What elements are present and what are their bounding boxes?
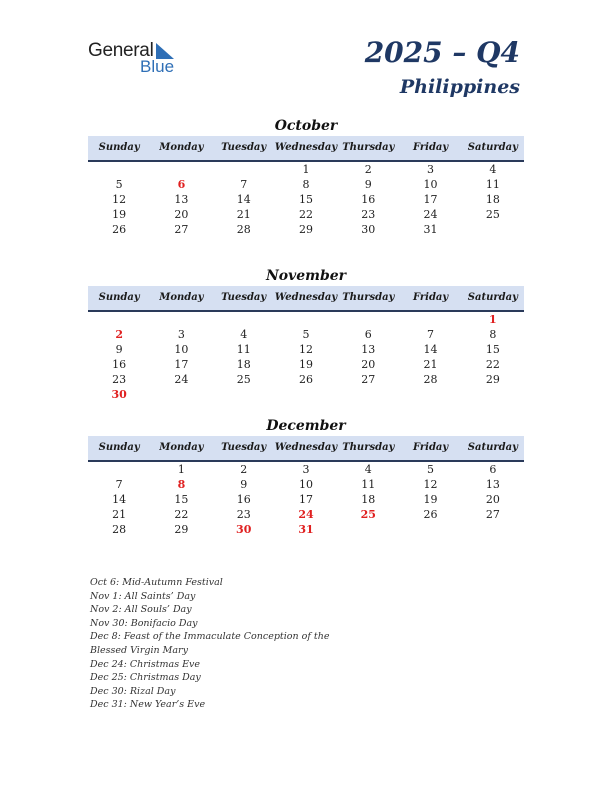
weekday-label: Monday [159,442,204,453]
weekday-header [88,436,524,462]
week-row [88,162,524,177]
day-cell: 13 [174,193,189,206]
empty-day-cell [337,522,399,537]
week-row [88,477,524,492]
day-cell: 29 [174,523,189,536]
day-cell: 24 [174,373,189,386]
day-cell: 2 [240,463,248,476]
day-cell: 3 [427,163,435,176]
month-grid [88,312,524,402]
day-cell: 16 [236,493,251,506]
brand-logo [88,40,188,76]
weekday-label: Thursday [342,142,395,153]
weekday-label: Saturday [467,442,518,453]
day-cell: 16 [112,358,127,371]
brand-name-blue: Blue [140,57,175,76]
holiday-note: Dec 8: Feast of the Immaculate Conception of the [90,631,330,643]
day-cell: 5 [115,178,123,191]
weekday-label: Monday [159,292,204,303]
holiday-notes [90,576,329,712]
day-cell: 9 [364,178,372,191]
empty-day-cell [462,387,524,402]
day-cell: 27 [361,373,376,386]
day-cell: 11 [485,178,500,191]
day-cell: 1 [489,313,497,326]
holiday-note: Nov 1: All Saints’ Day [90,590,196,602]
month-grid [88,162,524,237]
day-cell: 2 [115,328,123,341]
week-row [88,387,524,402]
weekday-label: Sunday [98,142,140,153]
day-cell: 19 [423,493,438,506]
day-cell: 23 [236,508,251,521]
weekday-label: Friday [412,142,449,153]
empty-day-cell [213,312,275,327]
day-cell: 29 [298,223,313,236]
empty-day-cell [150,387,212,402]
day-cell: 20 [361,358,376,371]
month-title: October [274,118,338,134]
weekday-label: Friday [412,442,449,453]
day-cell: 17 [423,193,438,206]
day-cell: 23 [112,373,127,386]
month-grid [88,462,524,537]
day-cell: 22 [485,358,500,371]
day-cell: 26 [298,373,313,386]
holiday-note: Nov 30: Bonifacio Day [90,617,198,629]
empty-day-cell [88,462,150,477]
day-cell: 25 [360,508,376,521]
day-cell: 7 [240,178,248,191]
day-cell: 30 [111,388,127,401]
holiday-note: Dec 25: Christmas Day [90,672,201,684]
week-row [88,492,524,507]
day-cell: 8 [489,328,497,341]
day-cell: 26 [112,223,127,236]
day-cell: 28 [236,223,251,236]
holiday-note: Oct 6: Mid-Autumn Festival [90,577,223,588]
empty-day-cell [150,312,212,327]
week-row [88,342,524,357]
week-row [88,177,524,192]
empty-day-cell [399,522,461,537]
empty-day-cell [399,387,461,402]
day-cell: 10 [174,343,189,356]
day-cell: 4 [240,328,248,341]
day-cell: 9 [240,478,248,491]
weekday-label: Wednesday [274,442,338,453]
day-cell: 21 [112,508,127,521]
day-cell: 14 [112,493,127,506]
empty-day-cell [150,162,212,177]
day-cell: 7 [115,478,123,491]
day-cell: 6 [177,178,186,191]
day-cell: 15 [485,343,500,356]
day-cell: 25 [236,373,251,386]
page-subtitle: Philippines [399,76,520,98]
day-cell: 24 [423,208,438,221]
day-cell: 20 [174,208,189,221]
empty-day-cell [337,387,399,402]
weekday-header [88,286,524,312]
empty-day-cell [462,522,524,537]
holiday-note: Dec 31: New Year’s Eve [90,699,206,711]
day-cell: 18 [485,193,500,206]
day-cell: 21 [423,358,438,371]
day-cell: 27 [174,223,189,236]
day-cell: 17 [298,493,313,506]
day-cell: 28 [423,373,438,386]
week-row [88,357,524,372]
month-october [88,116,524,237]
weekday-label: Tuesday [221,292,267,303]
month-title: December [266,418,346,434]
day-cell: 31 [423,223,438,236]
holiday-note: Nov 2: All Souls’ Day [90,604,192,616]
day-cell: 13 [485,478,500,491]
day-cell: 24 [298,508,314,521]
day-cell: 22 [174,508,189,521]
day-cell: 1 [177,463,185,476]
day-cell: 6 [364,328,372,341]
day-cell: 15 [174,493,189,506]
day-cell: 8 [177,478,186,491]
weekday-label: Wednesday [274,292,338,303]
day-cell: 20 [485,493,500,506]
day-cell: 6 [489,463,497,476]
day-cell: 3 [302,463,310,476]
day-cell: 10 [423,178,438,191]
week-row [88,222,524,237]
day-cell: 23 [361,208,376,221]
day-cell: 2 [364,163,372,176]
day-cell: 30 [236,523,252,536]
day-cell: 31 [298,523,314,536]
empty-day-cell [337,312,399,327]
week-row [88,462,524,477]
empty-day-cell [213,162,275,177]
day-cell: 29 [485,373,500,386]
month-december [88,416,524,537]
day-cell: 10 [298,478,313,491]
holiday-note: Dec 24: Christmas Eve [90,658,201,670]
day-cell: 12 [112,193,127,206]
weekday-label: Thursday [342,292,395,303]
empty-day-cell [213,387,275,402]
week-row [88,327,524,342]
empty-day-cell [88,312,150,327]
day-cell: 8 [302,178,310,191]
day-cell: 28 [112,523,127,536]
day-cell: 18 [236,358,251,371]
day-cell: 4 [364,463,372,476]
weekday-header [88,136,524,162]
day-cell: 3 [177,328,185,341]
day-cell: 19 [112,208,127,221]
holiday-note: Blessed Virgin Mary [90,644,188,656]
week-row [88,522,524,537]
day-cell: 1 [302,163,310,176]
day-cell: 14 [423,343,438,356]
day-cell: 12 [423,478,438,491]
weekday-label: Tuesday [221,142,267,153]
weekday-label: Saturday [467,292,518,303]
day-cell: 22 [298,208,313,221]
day-cell: 26 [423,508,438,521]
day-cell: 5 [427,463,435,476]
day-cell: 9 [115,343,123,356]
day-cell: 11 [361,478,376,491]
day-cell: 16 [361,193,376,206]
day-cell: 18 [361,493,376,506]
weekday-label: Sunday [98,442,140,453]
weekday-label: Monday [159,142,204,153]
empty-day-cell [275,312,337,327]
day-cell: 17 [174,358,189,371]
weekday-label: Thursday [342,442,395,453]
page-title: 2025 – Q4 [364,36,520,69]
day-cell: 7 [427,328,435,341]
day-cell: 13 [361,343,376,356]
empty-day-cell [275,387,337,402]
empty-day-cell [399,312,461,327]
empty-day-cell [462,222,524,237]
weekday-label: Wednesday [274,142,338,153]
weekday-label: Tuesday [221,442,267,453]
day-cell: 5 [302,328,310,341]
day-cell: 27 [485,508,500,521]
week-row [88,207,524,222]
empty-day-cell [88,162,150,177]
week-row [88,372,524,387]
weekday-label: Friday [412,292,449,303]
day-cell: 30 [361,223,376,236]
month-title: November [265,268,347,284]
holiday-note: Dec 30: Rizal Day [90,685,176,697]
day-cell: 12 [298,343,313,356]
week-row [88,312,524,327]
month-november [88,266,524,402]
day-cell: 11 [236,343,251,356]
day-cell: 4 [489,163,497,176]
day-cell: 19 [298,358,313,371]
brand-name-general: General [88,40,154,61]
week-row [88,507,524,522]
week-row [88,192,524,207]
weekday-label: Sunday [98,292,140,303]
day-cell: 15 [298,193,313,206]
day-cell: 25 [485,208,500,221]
day-cell: 21 [236,208,251,221]
day-cell: 14 [236,193,251,206]
weekday-label: Saturday [467,142,518,153]
